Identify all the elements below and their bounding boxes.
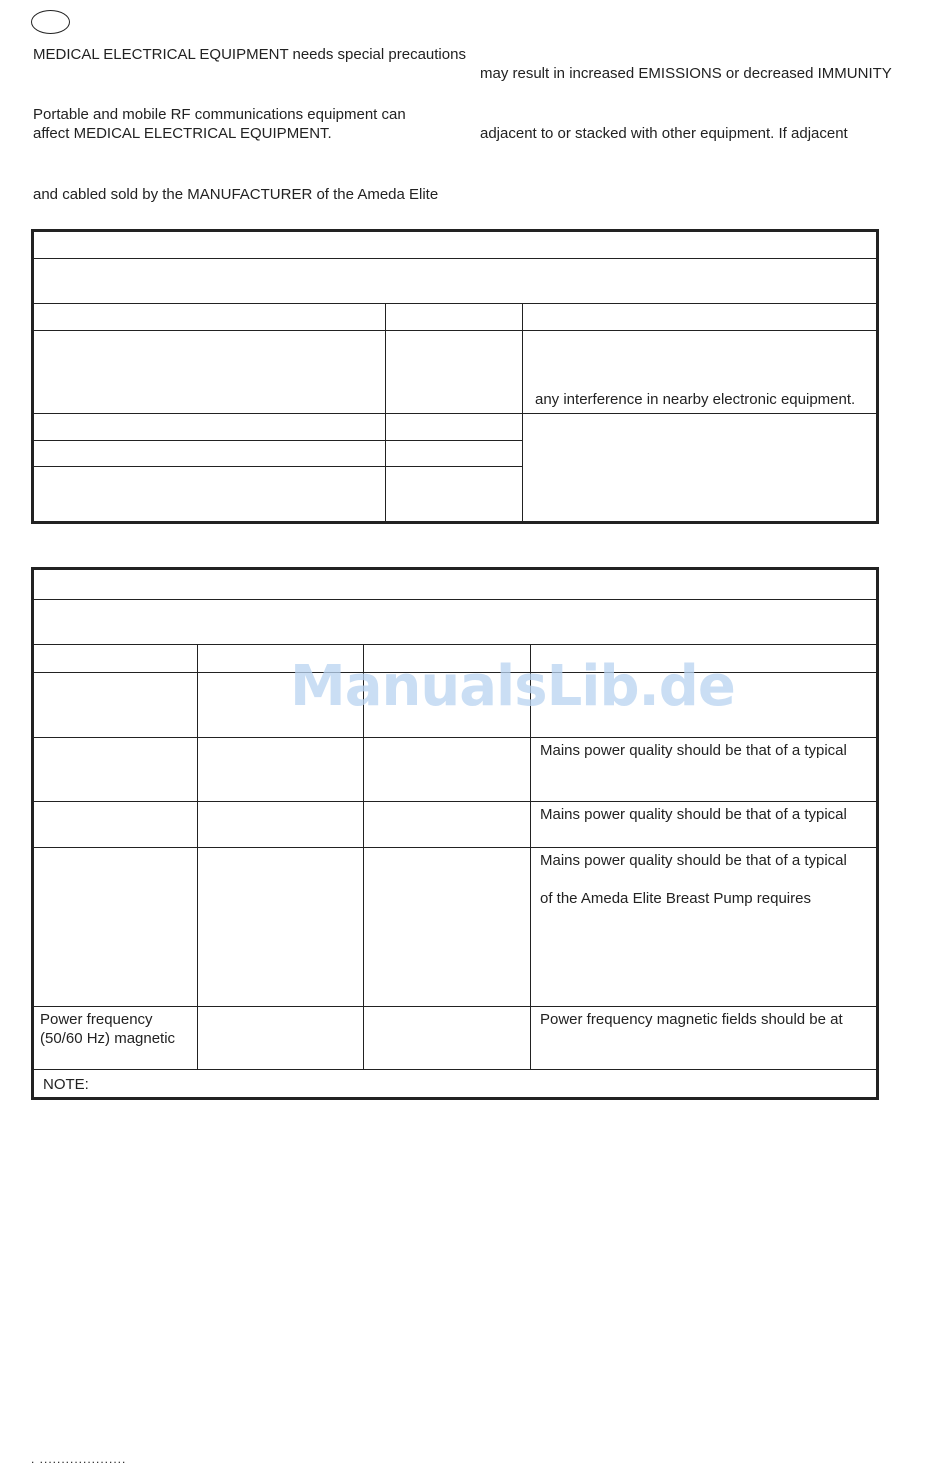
intro-line-1: MEDICAL ELECTRICAL EQUIPMENT needs special precautions	[33, 46, 466, 63]
intro-line-3: affect MEDICAL ELECTRICAL EQUIPMENT.	[33, 125, 332, 142]
power-frequency-label-2: (50/60 Hz) magnetic	[40, 1030, 176, 1047]
intro-line-2: Portable and mobile RF communications equipment can	[33, 106, 406, 123]
mains-quality-text-2: Mains power quality should be that of a typical	[540, 806, 847, 823]
intro-line-4: and cabled sold by the MANUFACTURER of the Ameda Elite	[33, 186, 439, 203]
mains-requirement-text: of the Ameda Elite Breast Pump requires	[540, 890, 811, 907]
intro-right-line-2: adjacent to or stacked with other equipment. If adjacent	[480, 125, 848, 142]
language-badge-oval	[31, 10, 70, 34]
power-frequency-compliance: Power frequency magnetic fields should be at	[540, 1011, 843, 1028]
table-note: NOTE:	[43, 1076, 89, 1093]
intro-right-line-1: may result in increased EMISSIONS or decreased IMMUNITY	[480, 65, 892, 82]
immunity-table	[31, 567, 879, 1100]
mains-quality-text-3: Mains power quality should be that of a typical	[540, 852, 847, 869]
watermark-logo: ManualsLib.de	[290, 654, 735, 719]
power-frequency-label-1: Power frequency	[40, 1011, 153, 1028]
emissions-table	[31, 229, 879, 524]
mains-quality-text-1: Mains power quality should be that of a typical	[540, 742, 847, 759]
footer-dots: . ....................	[31, 1452, 127, 1466]
rf-interference-note: any interference in nearby electronic equipment.	[535, 391, 856, 408]
